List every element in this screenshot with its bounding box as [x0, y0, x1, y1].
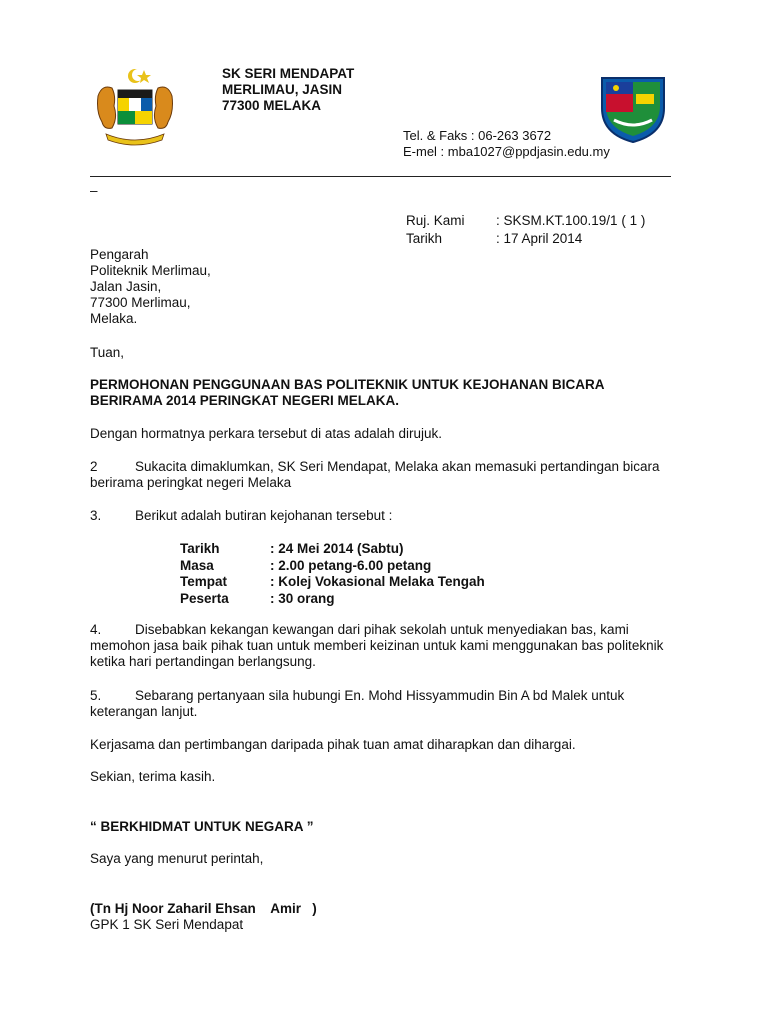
subject — [90, 377, 678, 409]
detail-value: : 30 orang — [270, 590, 335, 606]
paragraph-text: Sukacita dimaklumkan, SK Seri Mendapat, Melaka akan memasuki pertandingan bicara — [135, 459, 660, 474]
date-value: : 17 April 2014 — [496, 231, 583, 246]
motto: “ BERKHIDMAT UNTUK NEGARA ” — [90, 819, 314, 834]
detail-key: Tarikh — [180, 541, 220, 556]
signatory-name: (Tn Hj Noor Zaharil Ehsan Amir ) — [90, 901, 317, 916]
national-crest-logo — [92, 66, 178, 152]
phone-fax: Tel. & Faks : 06-263 3672 — [403, 128, 552, 143]
recipient-line: Jalan Jasin, — [90, 279, 162, 294]
paragraph-text: memohon jasa baik pihak tuan untuk memberi keizinan untuk kami menggunakan bas politeknik — [90, 638, 664, 653]
subject-line: PERMOHONAN PENGGUNAAN BAS POLITEKNIK UNTUK KEJOHANAN BICARA — [90, 377, 605, 392]
paragraph-number: 3. — [90, 508, 102, 523]
signatory-title: GPK 1 SK Seri Mendapat — [90, 917, 244, 932]
detail-value: : Kolej Vokasional Melaka Tengah — [270, 574, 485, 589]
paragraph-4 — [90, 622, 678, 670]
closing: Sekian, terima kasih. — [90, 769, 216, 784]
recipient-line: Pengarah — [90, 247, 149, 262]
paragraph-number: 5. — [90, 688, 102, 703]
paragraph-text: berirama peringkat negeri Melaka — [90, 475, 292, 490]
paragraph-number: 2 — [90, 459, 98, 474]
detail-key: Peserta — [180, 590, 229, 606]
paragraph-1: Dengan hormatnya perkara tersebut di atas adalah dirujuk. — [90, 426, 442, 441]
paragraph-text: Disebabkan kekangan kewangan dari pihak sekolah untuk menyediakan bas, kami — [135, 622, 629, 637]
date-label: Tarikh — [406, 231, 443, 246]
paragraph-text: keterangan lanjut. — [90, 704, 198, 719]
paragraph-5 — [90, 688, 678, 720]
detail-value: : 2.00 petang-6.00 petang — [270, 557, 432, 573]
school-address-block — [222, 66, 354, 114]
detail-key: Masa — [180, 557, 214, 573]
paragraph-text: Berikut adalah butiran kejohanan tersebut : — [135, 508, 393, 523]
school-town: MERLIMAU, JASIN — [222, 82, 343, 97]
detail-value: : 24 Mei 2014 (Sabtu) — [270, 541, 404, 556]
ruj-value: : SKSM.KT.100.19/1 ( 1 ) — [496, 213, 646, 228]
header-dash: – — [90, 183, 98, 198]
school-postcode: 77300 MELAKA — [222, 98, 322, 113]
subject-line: BERIRAMA 2014 PERINGKAT NEGERI MELAKA. — [90, 393, 400, 408]
school-name: SK SERI MENDAPAT — [222, 66, 355, 81]
paragraph-6: Kerjasama dan pertimbangan daripada pihak tuan amat diharapkan dan dihargai. — [90, 737, 576, 752]
event-details — [180, 541, 485, 607]
recipient-line: Melaka. — [90, 311, 138, 326]
email: E-mel : mba1027@ppdjasin.edu.my — [403, 144, 610, 159]
salutation: Tuan, — [90, 345, 125, 360]
ruj-label: Ruj. Kami — [406, 213, 465, 228]
recipient-line: Politeknik Merlimau, — [90, 263, 211, 278]
detail-key: Tempat — [180, 574, 228, 589]
paragraph-2 — [90, 459, 678, 491]
recipient-address — [90, 247, 211, 327]
header-divider — [90, 176, 671, 177]
paragraph-text: Sebarang pertanyaan sila hubungi En. Mohd Hissyammudin Bin A bd Malek untuk — [135, 688, 625, 703]
signoff: Saya yang menurut perintah, — [90, 851, 264, 866]
paragraph-number: 4. — [90, 622, 102, 637]
recipient-line: 77300 Merlimau, — [90, 295, 191, 310]
paragraph-3 — [90, 508, 678, 524]
reference-block — [406, 212, 645, 248]
paragraph-text: ketika hari pertandingan berlangsung. — [90, 654, 316, 669]
contact-block — [403, 128, 610, 160]
